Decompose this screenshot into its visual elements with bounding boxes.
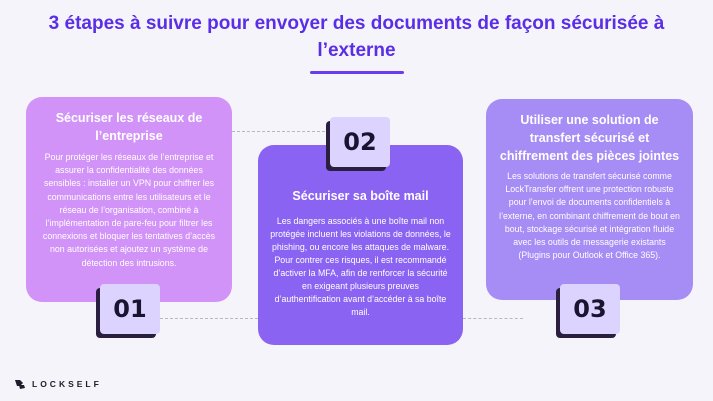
step-number-badge: 03 [560, 284, 620, 334]
step-heading: Utiliser une solution de transfert sécurisé et chiffrement des pièces jointes [499, 113, 680, 163]
step-body: Les dangers associés à une boîte mail non protégée incluent les violations de données, le phishing, ou encore les attaques de malware. Pour contrer ces risques, il est recommandé d’activer la MFA, afin de renforcer la sécurité en exigeant plusieurs preuves d’authentification avant d’accéder à sa boîte mail. [270, 216, 451, 317]
title-underline [310, 71, 404, 74]
lockself-logo-icon [14, 378, 26, 390]
page-title: 3 étapes à suivre pour envoyer des documents de façon sécurisée à l’externe [48, 13, 665, 61]
step-card-3 [486, 99, 693, 300]
brand-logo [14, 377, 102, 391]
brand-name: LOCKSELF [32, 379, 102, 389]
step-number-badge: 01 [100, 284, 160, 334]
step-heading: Sécuriser sa boîte mail [292, 189, 429, 203]
step-body: Les solutions de transfert sécurisé comme LockTransfer offrent une protection robuste pour l’envoi de documents confidentiels à l’externe, en combinant chiffrement de bout en bout, stockage sécurisé et intégration fluide avec les outils de messagerie existants (Plugins pour Outlook et Office 365). [499, 171, 680, 261]
step-heading: Sécuriser les réseaux de l’entreprise [55, 111, 203, 143]
step-card-2 [258, 145, 463, 345]
step-number-badge: 02 [330, 117, 390, 167]
connector-bottom-left [160, 318, 258, 319]
step-card-1 [26, 97, 232, 302]
step-body: Pour protéger les réseaux de l’entreprise et assurer la confidentialité des données sensibles : installer un VPN pour chiffrer les communications entre les utilisateurs et le réseau de l’organisation, combiné à l’implémentation de pare-feu pour filtrer les connexions et bloquer les tentatives d’accès non autorisées et ajoutez un système de détection des intrusions. [42, 152, 216, 268]
connector-2-3 [463, 318, 523, 319]
